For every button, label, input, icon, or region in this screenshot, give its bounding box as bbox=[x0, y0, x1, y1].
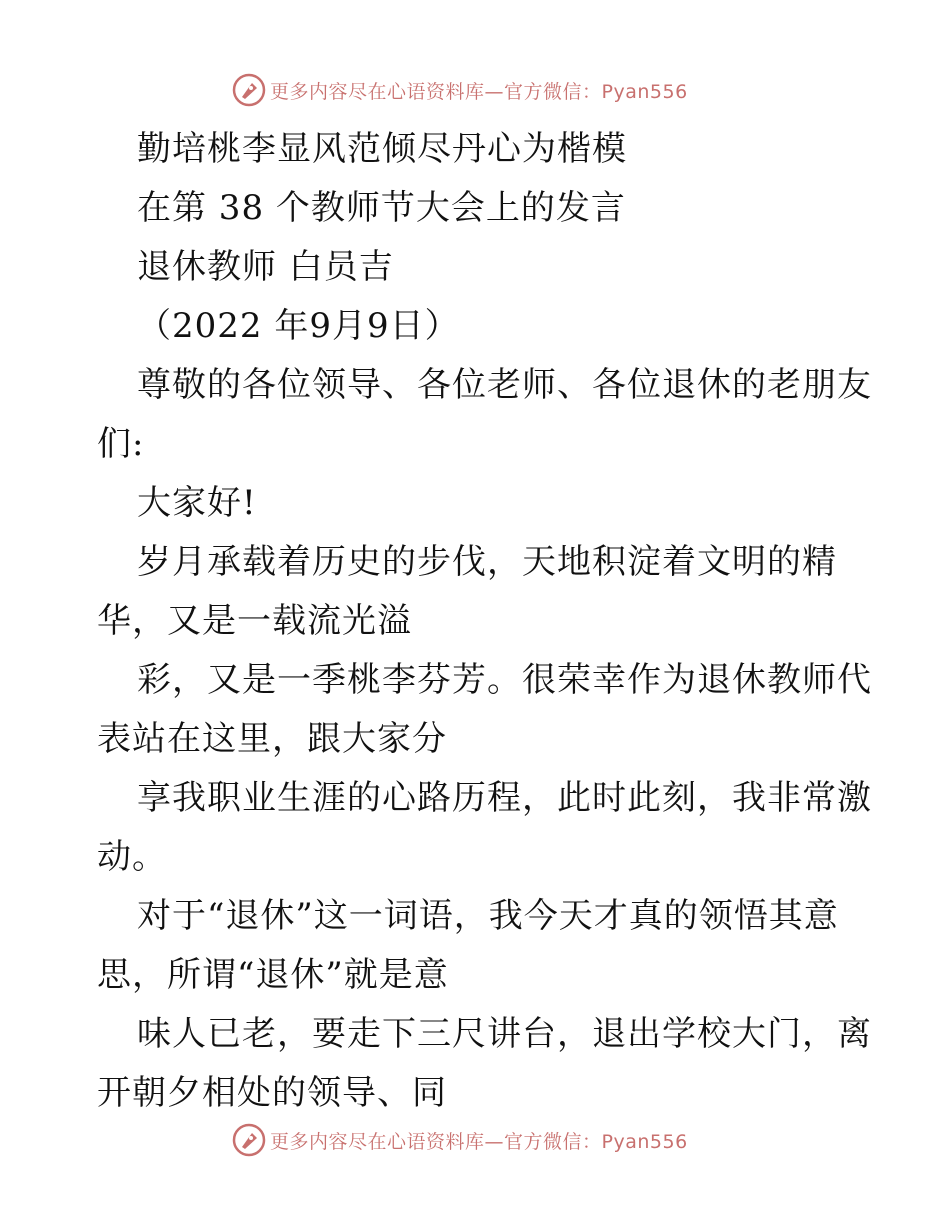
paragraph-line: 开朝夕相处的领导、同 bbox=[97, 1073, 447, 1113]
paragraph-line: 彩，又是一季桃李芬芳。很荣幸作为退休教师代 bbox=[137, 660, 872, 700]
date-line: （2022 年9月9日） bbox=[137, 306, 460, 346]
document-subtitle: 在第 38 个教师节大会上的发言 bbox=[137, 188, 626, 228]
footer-watermark bbox=[232, 1122, 688, 1158]
header-watermark bbox=[232, 72, 688, 108]
paragraph-line: 味人已老，要走下三尺讲台，退出学校大门，离 bbox=[137, 1014, 872, 1054]
greeting-line: 大家好! bbox=[137, 483, 257, 523]
document-body bbox=[97, 120, 872, 1123]
author-line: 退休教师 白员吉 bbox=[137, 247, 394, 287]
paragraph-line: 思，所谓“退休”就是意 bbox=[97, 955, 449, 995]
paragraph-line: 享我职业生涯的心路历程，此时此刻，我非常激 bbox=[137, 778, 872, 818]
pen-nib-logo-icon bbox=[232, 73, 266, 107]
paragraph-line: 对于“退休”这一词语，我今天才真的领悟其意 bbox=[137, 896, 839, 936]
paragraph-line: 表站在这里，跟大家分 bbox=[97, 719, 447, 759]
paragraph-line: 动。 bbox=[97, 837, 167, 877]
pen-nib-logo-icon bbox=[232, 1123, 266, 1157]
salutation-line: 尊敬的各位领导、各位老师、各位退休的老朋友 bbox=[137, 365, 872, 405]
paragraph-line: 岁月承载着历史的步伐，天地积淀着文明的精 bbox=[137, 542, 837, 582]
paragraph-line: 华，又是一载流光溢 bbox=[97, 601, 412, 641]
salutation-continuation: 们: bbox=[97, 424, 145, 464]
watermark-text: 更多内容尽在心语资料库—官方微信：Pyan556 bbox=[270, 1130, 688, 1153]
watermark-text: 更多内容尽在心语资料库—官方微信：Pyan556 bbox=[270, 80, 688, 103]
document-title: 勤培桃李显风范倾尽丹心为楷模 bbox=[137, 129, 627, 169]
